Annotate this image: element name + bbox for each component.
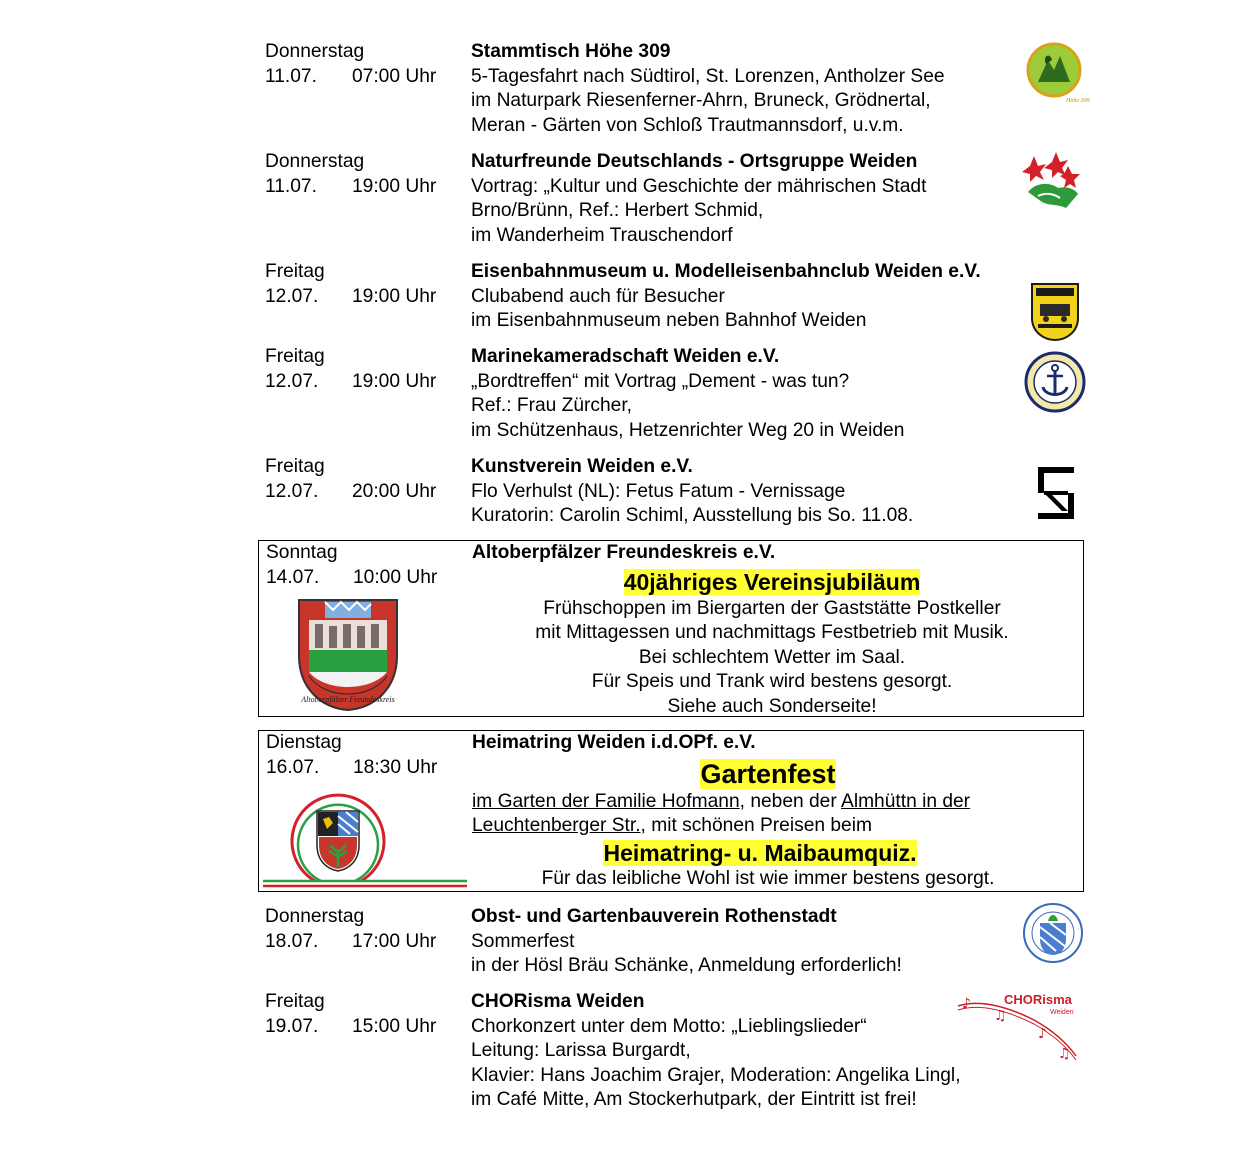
- event-line: Clubabend auch für Besucher: [471, 285, 725, 307]
- event-day: Donnerstag: [265, 151, 365, 172]
- event-time: 15:00 Uhr: [352, 1015, 437, 1037]
- event-line: im Wanderheim Trauschendorf: [471, 224, 733, 246]
- event-time: 19:00 Uhr: [352, 285, 437, 307]
- event-body: [472, 541, 1072, 719]
- event-line: Leitung: Larissa Burgardt,: [471, 1040, 691, 1061]
- event-line: Frühschoppen im Biergarten der Gaststätte Postkeller: [543, 597, 1001, 619]
- event-highlight-row: [448, 839, 1072, 867]
- event-line: Siehe auch Sonderseite!: [667, 695, 877, 717]
- event-title: Stammtisch Höhe 309: [471, 41, 671, 62]
- marine-anchor-logo: [1024, 351, 1086, 413]
- event-time: 19:00 Uhr: [352, 370, 437, 392]
- crest-text: Altoberpfälzer Freundeskreis: [301, 695, 395, 704]
- event-day: Freitag: [265, 456, 325, 477]
- event-day: Donnerstag: [265, 41, 365, 62]
- event-date: 11.07.: [265, 175, 317, 197]
- event-line: Klavier: Hans Joachim Grajer, Moderation: Angelika Lingl,: [471, 1064, 961, 1086]
- svg-text:♫: ♫: [994, 1008, 1007, 1024]
- eisenbahnmuseum-logo: [1030, 282, 1080, 342]
- event-line: Vortrag: „Kultur und Geschichte der mährischen Stadt: [471, 175, 927, 197]
- event-highlight-row: [464, 759, 1072, 790]
- event-title: Marinekameradschaft Weiden e.V.: [471, 346, 780, 367]
- event-line-underlined: Almhüttn in der: [841, 790, 971, 812]
- event-time: 07:00 Uhr: [352, 65, 437, 87]
- event-line: im Eisenbahnmuseum neben Bahnhof Weiden: [471, 310, 867, 331]
- naturfreunde-logo: [1020, 152, 1082, 210]
- event-time: 18:30 Uhr: [353, 756, 438, 778]
- event-line: im Naturpark Riesenferner-Ahrn, Bruneck, Grödnertal,: [471, 90, 931, 111]
- event-date: 12.07.: [265, 370, 319, 392]
- event-title: Altoberpfälzer Freundeskreis e.V.: [472, 542, 776, 563]
- event-line: Bei schlechtem Wetter im Saal.: [638, 646, 906, 668]
- event-day: Freitag: [265, 346, 325, 367]
- event-body: [471, 345, 904, 443]
- event-line: Für das leibliche Wohl ist wie immer bestens gesorgt.: [541, 867, 995, 889]
- event-body: [472, 731, 1072, 891]
- event-title: Naturfreunde Deutschlands - Ortsgruppe Weiden: [471, 151, 918, 172]
- event-highlight: Gartenfest: [700, 758, 836, 789]
- event-line: Brno/Brünn, Ref.: Herbert Schmid,: [471, 200, 764, 221]
- event-highlight-quiz: Heimatring- u. Maibaumquiz.: [603, 839, 917, 866]
- event-obst-gartenbau: [258, 905, 1084, 981]
- event-marinekameradschaft: [258, 345, 1084, 445]
- event-line: Chorkonzert unter dem Motto: „Lieblingslieder“: [471, 1015, 867, 1037]
- event-date: 12.07.: [265, 285, 319, 307]
- event-line: [472, 790, 1072, 815]
- gartenbauverein-logo: [1022, 899, 1084, 967]
- heimatring-logo: [263, 789, 467, 889]
- event-line: im Schützenhaus, Hetzenrichter Weg 20 in Weiden: [471, 419, 905, 441]
- event-day: Dienstag: [266, 732, 342, 753]
- event-line: 5-Tagesfahrt nach Südtirol, St. Lorenzen, Antholzer See: [471, 65, 945, 87]
- event-altoberpfaelzer: [258, 540, 1084, 717]
- event-day: Donnerstag: [265, 906, 365, 927]
- event-body: [471, 905, 902, 979]
- event-eisenbahnmuseum: [258, 260, 1084, 336]
- hoehe309-logo-text: Höhe 309: [1066, 98, 1090, 104]
- event-title: Obst- und Gartenbauverein Rothenstadt: [471, 906, 837, 927]
- event-date: 16.07.: [266, 756, 320, 778]
- event-time: 20:00 Uhr: [352, 480, 437, 502]
- event-title: CHORisma Weiden: [471, 991, 645, 1012]
- event-date: 18.07.: [265, 930, 319, 952]
- event-date: 19.07.: [265, 1015, 319, 1037]
- event-line: Ref.: Frau Zürcher,: [471, 395, 633, 416]
- hoehe309-logo: [1024, 42, 1090, 104]
- kunstverein-logo: [1036, 465, 1076, 521]
- event-day: Freitag: [265, 991, 325, 1012]
- event-title: Kunstverein Weiden e.V.: [471, 456, 693, 477]
- event-line: in der Hösl Bräu Schänke, Anmeldung erforderlich!: [471, 955, 902, 976]
- event-body: [471, 455, 913, 529]
- event-line: Sommerfest: [471, 930, 575, 952]
- event-body: [471, 40, 945, 138]
- event-date: 12.07.: [265, 480, 319, 502]
- chorisma-logo-text: CHORisma: [1004, 992, 1072, 1007]
- event-body: [471, 150, 926, 248]
- event-chorisma: [258, 990, 1084, 1115]
- event-line: [472, 814, 1072, 839]
- event-time: 10:00 Uhr: [353, 566, 438, 588]
- altoberpfaelzer-crest-logo: [295, 596, 401, 712]
- event-line: Flo Verhulst (NL): Fetus Fatum - Vernissage: [471, 480, 846, 502]
- event-line: mit Mittagessen und nachmittags Festbetrieb mit Musik.: [535, 622, 1009, 643]
- event-heimatring: [258, 730, 1084, 892]
- event-line: Meran - Gärten von Schloß Trautmannsdorf, u.v.m.: [471, 114, 904, 136]
- svg-text:♪: ♪: [962, 996, 971, 1012]
- event-body: [471, 990, 961, 1113]
- svg-text:♫: ♫: [1058, 1046, 1071, 1062]
- event-date: 14.07.: [266, 566, 320, 588]
- event-day: Freitag: [265, 261, 325, 282]
- event-date: 11.07.: [265, 65, 317, 87]
- event-line-underlined: Leuchtenberger Str.: [472, 815, 641, 836]
- event-time: 17:00 Uhr: [352, 930, 437, 952]
- event-naturfreunde: [258, 150, 1084, 250]
- chorisma-logo-subtext: Weiden: [1050, 1009, 1074, 1016]
- event-highlight: 40jähriges Vereinsjubiläum: [623, 568, 921, 595]
- event-line-text: , neben der: [739, 790, 842, 812]
- event-line-text: , mit schönen Preisen beim: [640, 815, 872, 836]
- event-line: Für Speis und Trank wird bestens gesorgt.: [591, 671, 953, 692]
- event-day: Sonntag: [266, 542, 338, 563]
- event-stammtisch: [258, 40, 1090, 140]
- event-highlight-row: [472, 568, 1072, 597]
- svg-text:♪: ♪: [1038, 1026, 1047, 1042]
- event-line: „Bordtreffen“ mit Vortrag „Dement - was tun?: [471, 370, 850, 392]
- event-body: [471, 260, 981, 334]
- event-title: Eisenbahnmuseum u. Modelleisenbahnclub Weiden e.V.: [471, 261, 981, 282]
- event-kunstverein: [258, 455, 1084, 531]
- event-line-underlined: im Garten der Familie Hofmann: [472, 790, 740, 812]
- event-time: 19:00 Uhr: [352, 175, 437, 197]
- event-title: Heimatring Weiden i.d.OPf. e.V.: [472, 732, 756, 753]
- chorisma-logo: [954, 990, 1082, 1064]
- event-line: Kuratorin: Carolin Schiml, Ausstellung bis So. 11.08.: [471, 505, 914, 526]
- event-line: im Café Mitte, Am Stockerhutpark, der Eintritt ist frei!: [471, 1089, 917, 1110]
